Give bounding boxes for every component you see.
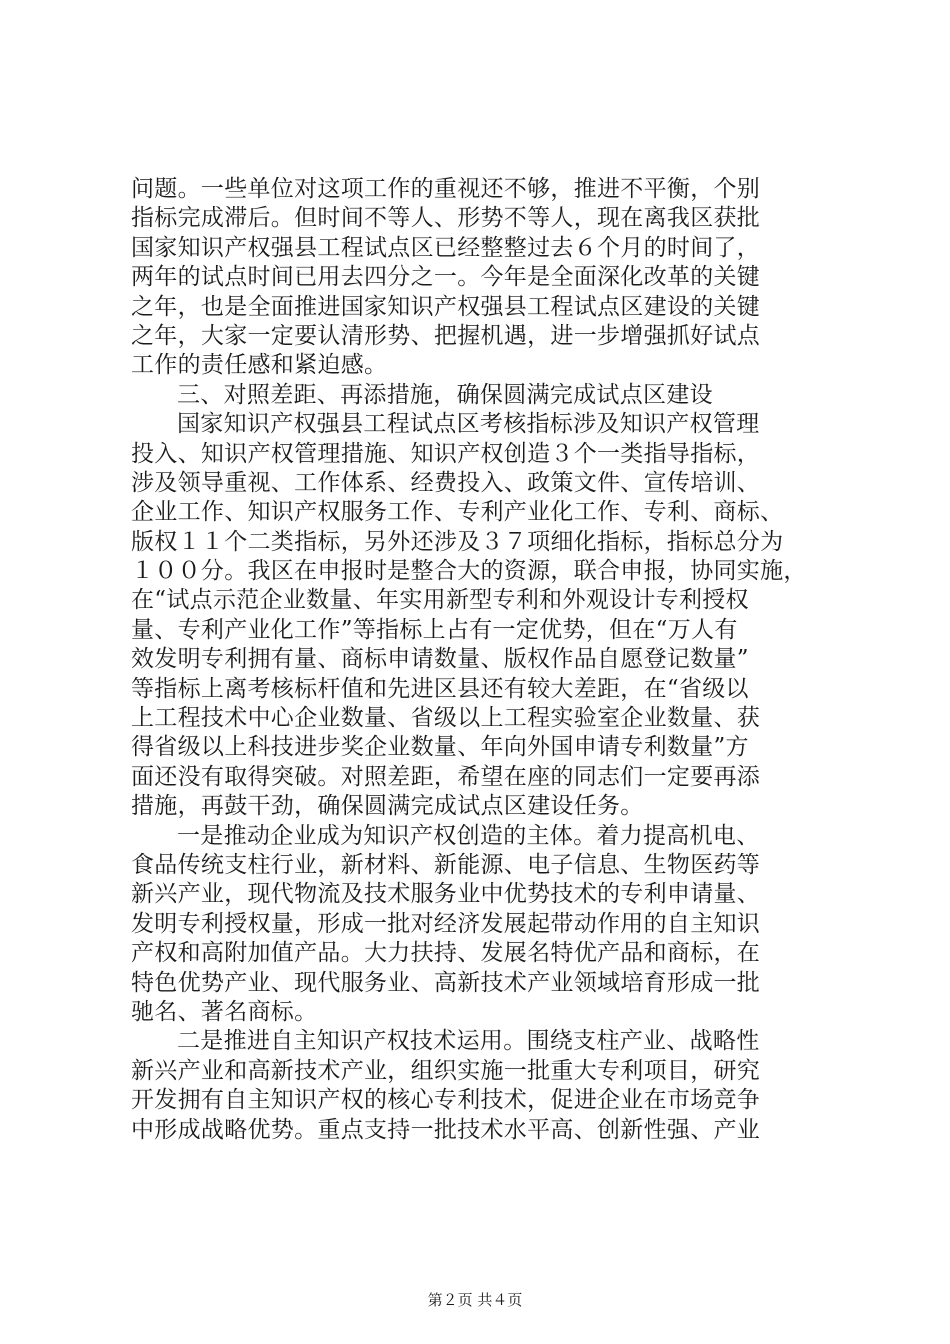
text-line: 食品传统支柱行业，新材料、新能源、电子信息、生物医药等 xyxy=(131,851,761,878)
text-line: 在“试点示范企业数量、年实用新型专利和外观设计专利授权 xyxy=(131,587,749,614)
text-line: 得省级以上科技进步奖企业数量、年向外国申请专利数量”方 xyxy=(131,734,749,761)
text-line: 中形成战略优势。重点支持一批技术水平高、创新性强、产业 xyxy=(131,1116,761,1143)
text-line: 新兴产业和高新技术产业，组织实施一批重大专利项目，研究 xyxy=(131,1057,761,1084)
text-line: 量、专利产业化工作”等指标上占有一定优势，但在“万人有 xyxy=(131,616,738,643)
text-line: 开发拥有自主知识产权的核心专利技术，促进企业在市场竞争 xyxy=(131,1087,761,1114)
text-line: 国家知识产权强县工程试点区考核指标涉及知识产权管理 xyxy=(177,411,760,438)
text-line: 新兴产业，现代物流及技术服务业中优势技术的专利申请量、 xyxy=(131,881,761,908)
text-line: 发明专利授权量，形成一批对经济发展起带动作用的自主知识 xyxy=(131,910,761,937)
text-line: 二是推进自主知识产权技术运用。围绕支柱产业、战略性 xyxy=(177,1028,760,1055)
text-line: 产权和高附加值产品。大力扶持、发展名特优产品和商标，在 xyxy=(131,940,761,967)
text-line: 特色优势产业、现代服务业、高新技术产业领域培育形成一批 xyxy=(131,969,761,996)
text-line: 上工程技术中心企业数量、省级以上工程实验室企业数量、获 xyxy=(131,705,761,732)
text-line: 之年，大家一定要认清形势、把握机遇，进一步增强抓好试点 xyxy=(131,322,761,349)
text-line: 两年的试点时间已用去四分之一。今年是全面深化改革的关键 xyxy=(131,264,761,291)
body-text xyxy=(131,175,831,1145)
text-line: 措施，再鼓干劲，确保圆满完成试点区建设任务。 xyxy=(131,793,644,820)
text-line: 面还没有取得突破。对照差距，希望在座的同志们一定要再添 xyxy=(131,763,761,790)
text-line: 之年，也是全面推进国家知识产权强县工程试点区建设的关键 xyxy=(131,293,761,320)
text-line: 三、对照差距、再添措施，确保圆满完成试点区建设 xyxy=(177,381,713,408)
page-footer: 第２页 共４页 xyxy=(427,1291,523,1309)
text-line: 一是推动企业成为知识产权创造的主体。着力提高机电、 xyxy=(177,822,760,849)
text-line: 等指标上离考核标杆值和先进区县还有较大差距，在“省级以 xyxy=(131,675,749,702)
text-line: 投入、知识产权管理措施、知识产权创造３个一类指导指标， xyxy=(131,440,761,467)
text-line: 驰名、著名商标。 xyxy=(131,998,318,1025)
text-line: 工作的责任感和紧迫感。 xyxy=(131,352,388,379)
text-line: 涉及领导重视、工作体系、经费投入、政策文件、宣传培训、 xyxy=(131,469,761,496)
text-line: 企业工作、知识产权服务工作、专利产业化工作、专利、商标、 xyxy=(131,499,784,526)
text-line: 国家知识产权强县工程试点区已经整整过去６个月的时间了， xyxy=(131,234,761,261)
text-line: 效发明专利拥有量、商标申请数量、版权作品自愿登记数量” xyxy=(131,646,749,673)
text-line: 指标完成滞后。但时间不等人、形势不等人，现在离我区获批 xyxy=(131,205,761,232)
text-line: １００分。我区在申报时是整合大的资源，联合申报，协同实施， xyxy=(131,558,807,585)
text-line: 问题。一些单位对这项工作的重视还不够，推进不平衡，个别 xyxy=(131,176,761,202)
text-line: 版权１１个二类指标，另外还涉及３７项细化指标，指标总分为 xyxy=(131,528,784,555)
